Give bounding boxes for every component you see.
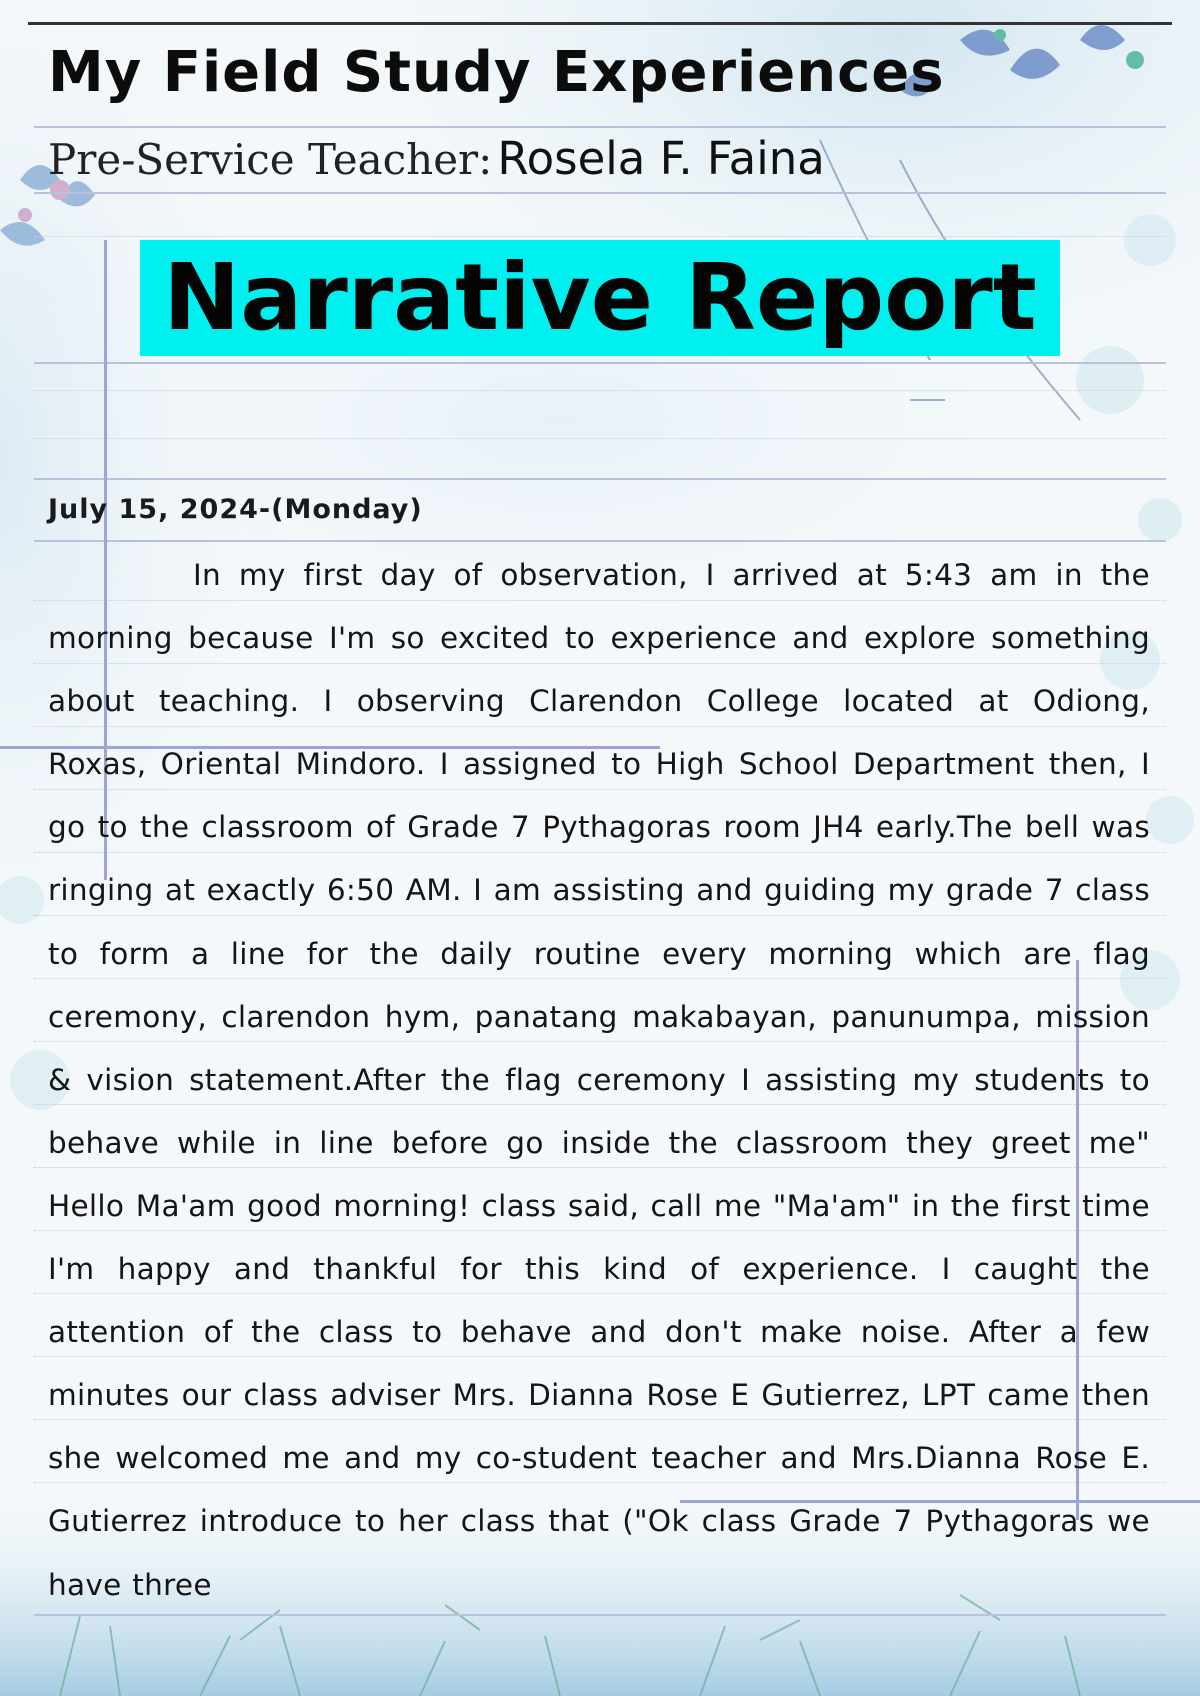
narrative-text: In my first day of observation, I arrived at 5:43 am in the morning because I'm so excited to experience and explore something about teaching. I observing Clarendon College located at Odiong, Roxas, Oriental Mindoro. I assigned to High School Department then, I go to the classroom of Grade 7 Pythagoras room JH4 early.The bell was ringing at exactly 6:50 AM. I am assisting and guiding my grade 7 class to form a line for the daily routine every morning which are flag ceremony, clarendon hym, panatang makabayan, panunumpa, mission & vision statement.After the flag ceremony I assisting my students to behave while in line before go inside the classroom they greet me" Hello Ma'am good morning! class said, call me "Ma'am" in the first time I'm happy and thankful for this kind of experience. I caught the attention of the class to behave and don't make noise. After a few minutes our class adviser Mrs. Dianna Rose E Gutierrez, LPT came then she welcomed me and my co-student teacher and Mrs.Dianna Rose E. Gutierrez introduce to her class that ("Ok class Grade 7 Pythagoras we have three (48, 558, 1150, 1602)
ruled-line (34, 390, 1166, 391)
ruled-line (34, 540, 1166, 542)
teacher-line (48, 132, 825, 185)
top-border-line (28, 22, 1172, 25)
ruled-line (34, 478, 1166, 480)
teacher-label: Pre-Service Teacher: (48, 135, 493, 184)
ruled-line (34, 438, 1166, 439)
teacher-name: Rosela F. Faina (497, 132, 825, 185)
ruled-line (34, 236, 1166, 237)
ruled-line (34, 126, 1166, 128)
entry-date: July 15, 2024-(Monday) (48, 494, 423, 525)
page-title: My Field Study Experiences (48, 40, 945, 105)
report-heading: Narrative Report (163, 244, 1037, 351)
ruled-line (34, 192, 1166, 194)
ruled-line (34, 362, 1166, 364)
report-highlight (140, 240, 1060, 356)
